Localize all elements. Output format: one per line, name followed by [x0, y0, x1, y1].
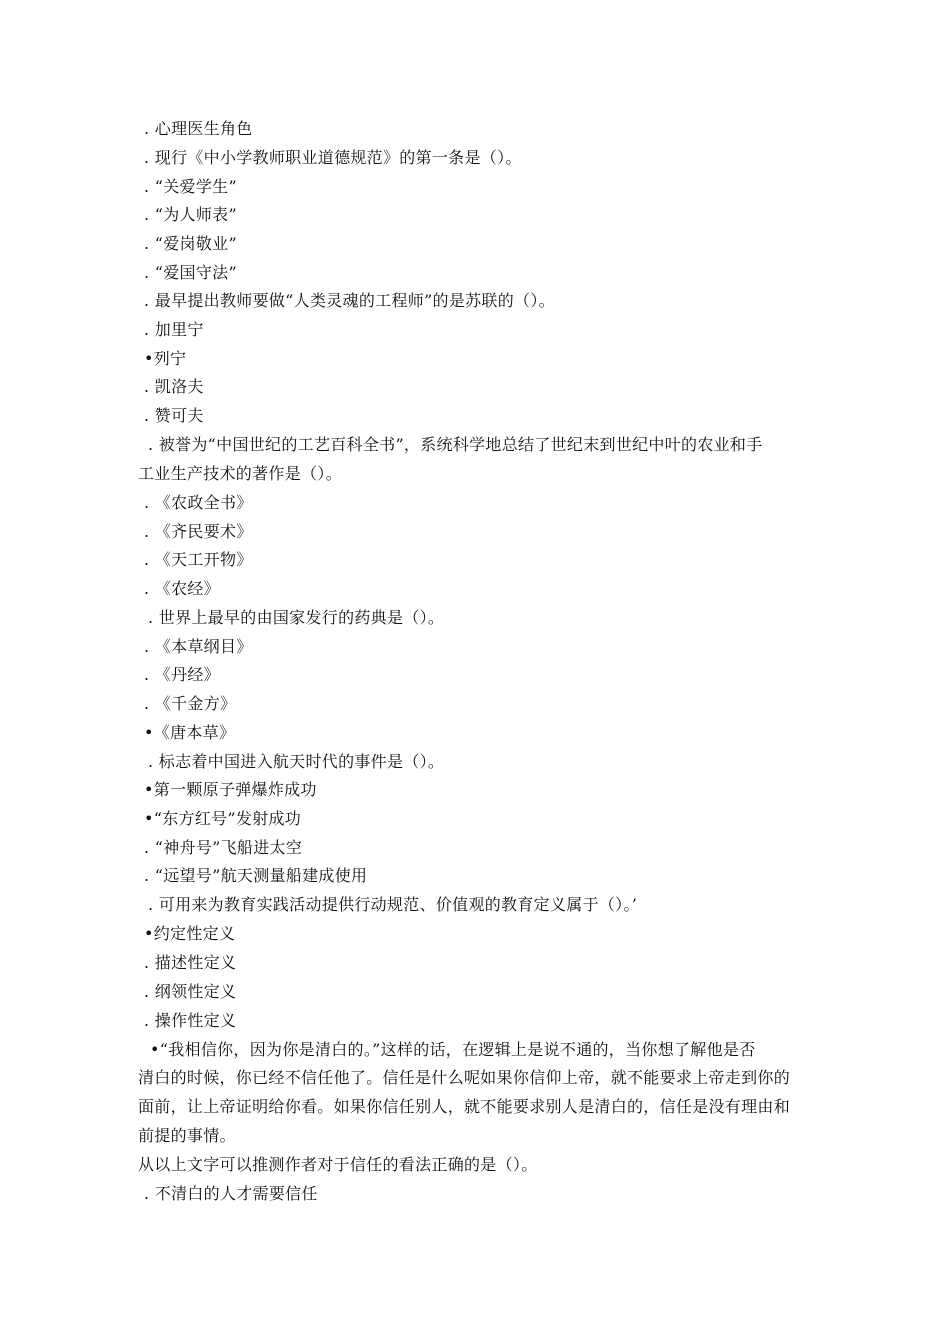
option-line: •第一颗原子弹爆炸成功: [144, 780, 317, 799]
option-line: •“东方红号”发射成功: [144, 809, 302, 828]
option-line: . “爱岗敬业”: [144, 234, 237, 253]
option-line: . 赞可夫: [144, 406, 204, 425]
option-line: . “爱国守法”: [144, 263, 237, 282]
passage-line: 面前，让上帝证明给你看。如果你信任别人，就不能要求别人是清白的，信任是没有理由和: [138, 1097, 791, 1116]
option-line: . 《丹经》: [144, 665, 220, 684]
option-line: . 凯洛夫: [144, 377, 204, 396]
option-line: . “神舟号”飞船进太空: [144, 838, 303, 857]
option-line: . 《千金方》: [144, 694, 237, 713]
option-line: . 《农经》: [144, 579, 220, 598]
option-line: . 描述性定义: [144, 953, 237, 972]
option-line: . 《天工开物》: [144, 550, 253, 569]
option-line: •《唐本草》: [144, 723, 236, 742]
passage-line: 清白的时候，你已经不信任他了。信任是什么呢如果你信仰上帝，就不能要求上帝走到你的: [138, 1068, 791, 1087]
option-line: . 《农政全书》: [144, 493, 253, 512]
option-line: . 加里宁: [144, 320, 204, 339]
option-line: . “关爱学生”: [144, 177, 237, 196]
question-line: 工业生产技术的著作是（）。: [138, 464, 342, 483]
question-line: . 世界上最早的由国家发行的药典是（）。: [148, 608, 445, 627]
option-line: •列宁: [144, 349, 187, 368]
option-line: •约定性定义: [144, 924, 236, 943]
option-line: . 纲领性定义: [144, 982, 237, 1001]
passage-line: 前提的事情。: [138, 1126, 236, 1145]
question-line: . 可用来为教育实践活动提供行动规范、价值观的教育定义属于（）。’: [148, 895, 638, 914]
question-line: . 现行《中小学教师职业道德规范》的第一条是（）。: [144, 148, 522, 167]
text-line: . 心理医生角色: [144, 119, 253, 138]
option-line: . 《本草纲目》: [144, 637, 253, 656]
option-line: . 操作性定义: [144, 1011, 237, 1030]
question-line: . 最早提出教师要做“人类灵魂的工程师”的是苏联的（）。: [144, 291, 555, 310]
option-line: . “为人师表”: [144, 205, 237, 224]
passage-line: •“我相信你，因为你是清白的。”这样的话，在逻辑上是说不通的，当你想了解他是否: [150, 1040, 756, 1059]
option-line: . 《齐民要术》: [144, 522, 253, 541]
question-line: . 被誉为“中国世纪的工艺百科全书”，系统科学地总结了世纪末到世纪中叶的农业和手: [148, 435, 763, 454]
question-line: . 标志着中国进入航天时代的事件是（）。: [148, 752, 445, 771]
option-line: . “远望号”航天测量船建成使用: [144, 866, 368, 885]
question-line: 从以上文字可以推测作者对于信任的看法正确的是（）。: [138, 1155, 538, 1174]
option-line: . 不清白的人才需要信任: [144, 1184, 318, 1203]
